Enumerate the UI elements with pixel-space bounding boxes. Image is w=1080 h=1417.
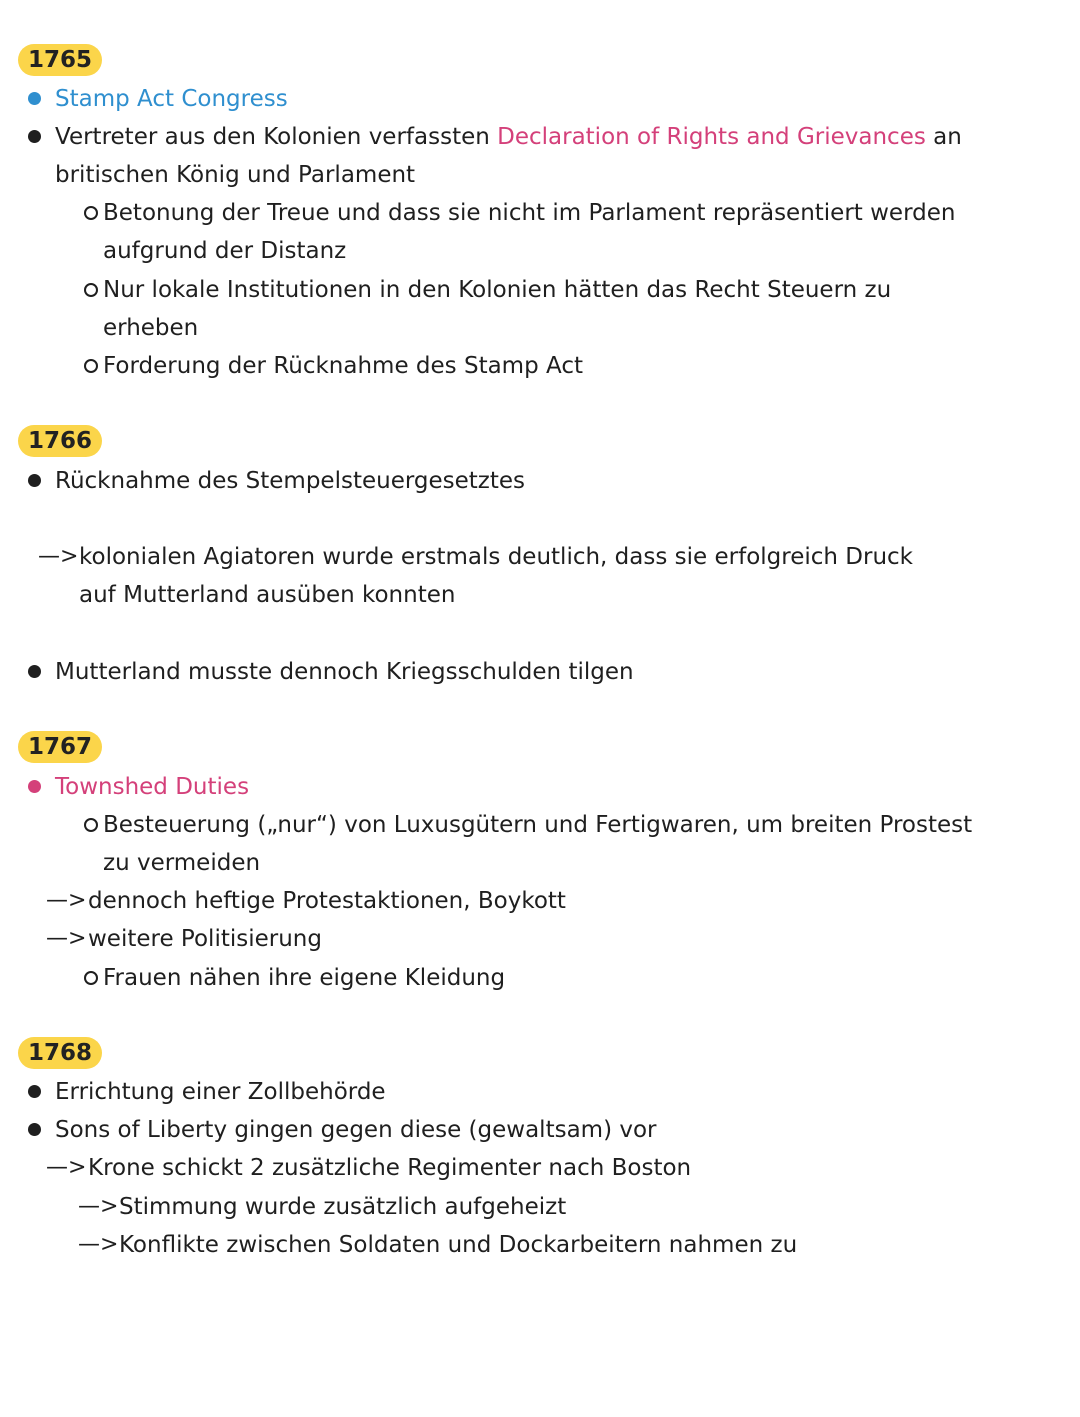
bullet-icon [28,1123,41,1136]
text-line: Krone schickt 2 zusätzliche Regimenter nach Boston [88,1155,692,1181]
text-line: erheben [103,315,199,341]
text-line: weitere Politisierung [88,926,322,952]
text-line: Errichtung einer Zollbehörde [55,1079,386,1105]
sub-bullet-icon [84,283,98,297]
year-badge-1766: 1766 [18,425,102,457]
text-line: Konflikte zwischen Soldaten und Dockarbeitern nahmen zu [119,1232,798,1258]
text-line: Nur lokale Institutionen in den Kolonien hätten das Recht Steuern zu [103,277,892,303]
bullet-icon [28,474,41,487]
text-line: Frauen nähen ihre eigene Kleidung [103,965,506,991]
text-line: zu vermeiden [103,850,261,876]
arrow-icon: —> [38,544,79,569]
topic-stamp-act-congress: Stamp Act Congress [55,86,288,112]
text-line: auf Mutterland ausüben konnten [79,582,456,608]
sub-bullet-icon [84,206,98,220]
text-line: Rücknahme des Stempelsteuergesetztes [55,468,526,494]
text-line: Betonung der Treue und dass sie nicht im Parlament repräsentiert werden [103,200,956,226]
text-line: britischen König und Parlament [55,162,416,188]
sub-bullet-icon [84,818,98,832]
topic-townshed-duties: Townshed Duties [55,774,250,800]
year-badge-1768: 1768 [18,1037,102,1069]
sub-bullet-icon [84,971,98,985]
text-line: kolonialen Agiatoren wurde erstmals deutlich, dass sie erfolgreich Druck [79,544,913,570]
year-badge-1765: 1765 [18,44,102,76]
text-line: dennoch heftige Protestaktionen, Boykott [88,888,566,914]
bullet-icon [28,92,41,105]
text-line: aufgrund der Distanz [103,238,347,264]
arrow-icon: —> [46,926,87,951]
text-line: Vertreter aus den Kolonien verfassten Declaration of Rights and Grievances an [55,124,962,150]
arrow-icon: —> [78,1232,119,1257]
bullet-icon [28,665,41,678]
text-line: Besteuerung („nur“) von Luxusgütern und Fertigwaren, um breiten Prostest [103,812,973,838]
arrow-icon: —> [46,888,87,913]
text-line: Sons of Liberty gingen gegen diese (gewaltsam) vor [55,1117,657,1143]
text-line: Forderung der Rücknahme des Stamp Act [103,353,583,379]
year-badge-1767: 1767 [18,731,102,763]
arrow-icon: —> [78,1194,119,1219]
text-line: Mutterland musste dennoch Kriegsschulden tilgen [55,659,634,685]
bullet-icon [28,1085,41,1098]
sub-bullet-icon [84,359,98,373]
term-declaration: Declaration of Rights and Grievances [497,124,926,150]
arrow-icon: —> [46,1155,87,1180]
text-line: Stimmung wurde zusätzlich aufgeheizt [119,1194,567,1220]
bullet-icon [28,130,41,143]
bullet-icon [28,780,41,793]
